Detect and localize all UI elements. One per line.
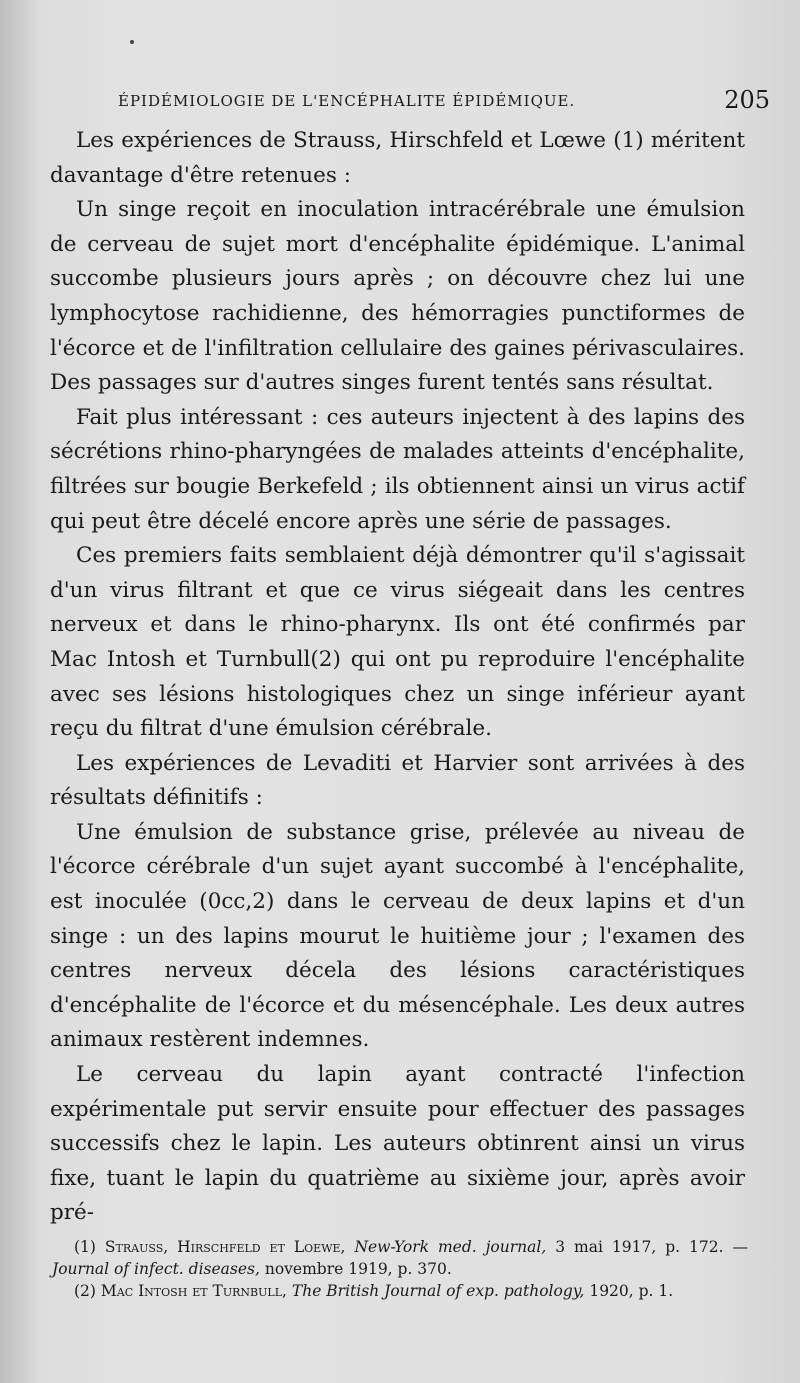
footnote-journal: New-York med. journal, bbox=[354, 1238, 547, 1256]
paragraph: Une émulsion de substance grise, prélevée au niveau de l'écorce cérébrale d'un sujet ayant succombé à l'encéphalite, est inoculée (0cc,2) dans le cerveau de deux lapins et d'un singe : un des lapins mourut le huitième jour ; l'examen des centres nerveux décela des lésions caractéristiques d'encéphalite de l'écorce et du mésencéphale. Les deux autres animaux restèrent indemnes. bbox=[50, 819, 745, 1053]
footnote-journal: The British Journal of exp. pathology, bbox=[291, 1282, 585, 1300]
running-title: ÉPIDÉMIOLOGIE DE L'ENCÉPHALITE ÉPIDÉMIQUE. bbox=[118, 92, 576, 110]
footnote-text: 3 mai 1917, p. 172. — bbox=[555, 1238, 748, 1256]
paragraph: Les expériences de Strauss, Hirschfeld et Lœwe (1) méritent davantage d'être retenues : bbox=[50, 128, 745, 188]
paragraph: Ces premiers faits semblaient déjà démontrer qu'il s'agissait d'un virus filtrant et que ce virus siégeait dans les centres nerveux et dans le rhino-pharynx. Ils ont été confirmés par Mac Intosh et Turnbull(2) qui ont pu reproduire l'encéphalite avec ses lésions histologiques chez un singe inférieur ayant reçu du filtrat d'une émulsion cérébrale. bbox=[50, 543, 745, 742]
footnote-1 bbox=[52, 1236, 748, 1280]
footnote-text: 1920, p. 1. bbox=[589, 1282, 674, 1300]
footnote-2 bbox=[52, 1280, 748, 1302]
paragraph: Le cerveau du lapin ayant contracté l'infection expérimentale put servir ensuite pour effectuer des passages successifs chez le lapin. Les auteurs obtinrent ainsi un virus fixe, tuant le lapin du quatrième au sixième jour, après avoir pré- bbox=[50, 1062, 745, 1226]
footnote-authors: Strauss, Hirschfeld et Loewe, bbox=[104, 1238, 346, 1256]
page-number: 205 bbox=[724, 86, 770, 114]
footnote-marker: (2) bbox=[74, 1282, 96, 1300]
body-text bbox=[50, 124, 745, 1231]
footnote-text: novembre 1919, p. 370. bbox=[264, 1260, 452, 1278]
paragraph: Fait plus intéressant : ces auteurs injectent à des lapins des sécrétions rhino-pharyngées de malades atteints d'encéphalite, filtrées sur bougie Berkefeld ; ils obtiennent ainsi un virus actif qui peut être décelé encore après une série de passages. bbox=[50, 404, 745, 534]
ink-speck bbox=[130, 40, 134, 44]
page-header bbox=[118, 86, 770, 116]
footnotes bbox=[52, 1236, 748, 1302]
footnote-journal: Journal of infect. diseases, bbox=[52, 1260, 260, 1278]
footnote-marker: (1) bbox=[74, 1238, 96, 1256]
paragraph: Un singe reçoit en inoculation intracérébrale une émulsion de cerveau de sujet mort d'encéphalite épidémique. L'animal succombe plusieurs jours après ; on découvre chez lui une lymphocytose rachidienne, des hémorragies punctiformes de l'écorce et de l'infiltration cellulaire des gaines périvasculaires. Des passages sur d'autres singes furent tentés sans résultat. bbox=[50, 197, 745, 396]
footnote-authors: Mac Intosh et Turnbull, bbox=[100, 1282, 287, 1300]
paragraph: Les expériences de Levaditi et Harvier sont arrivées à des résultats définitifs : bbox=[50, 750, 745, 811]
